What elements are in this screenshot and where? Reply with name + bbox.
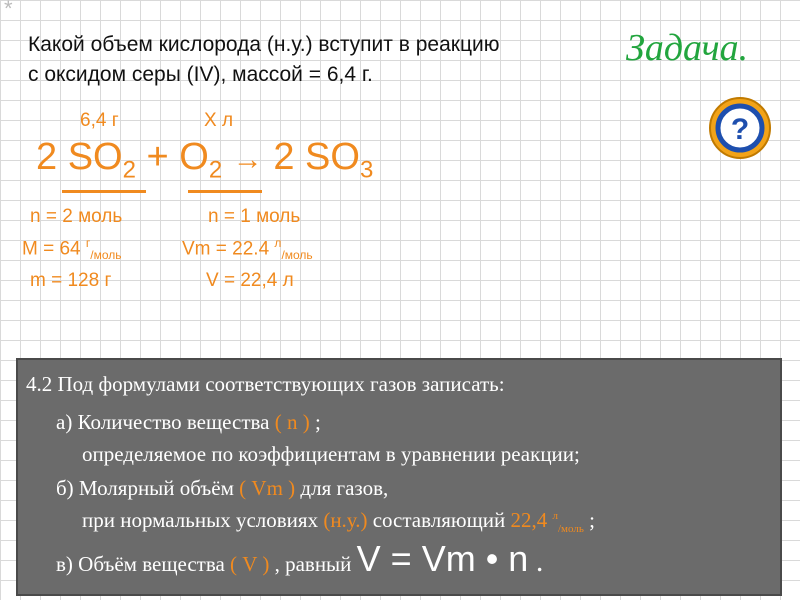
reaction-equation [36, 136, 373, 185]
o2-term: O [179, 136, 209, 178]
item-b-text: б) Молярный объём [56, 476, 240, 500]
item-c-highlight: ( V ) [230, 552, 270, 576]
item-a-highlight: ( n ) [274, 410, 310, 434]
o2-amount: n = 1 моль [208, 206, 301, 227]
o2-subscript: 2 [208, 156, 223, 184]
item-b2-text: при нормальных условиях [82, 508, 324, 532]
item-b2-mid: составляющий [367, 508, 511, 532]
task-item-b-line2 [82, 508, 595, 535]
task-box [16, 358, 782, 596]
svg-text:?: ? [730, 113, 750, 146]
item-b2-value: 22,4 [510, 508, 553, 532]
molar-volume-unit-bottom: /моль [281, 248, 313, 263]
item-b2-highlight: (н.у.) [323, 508, 368, 532]
problem-statement [28, 30, 598, 90]
problem-line-2: с оксидом серы (IV), массой = 6,4 г. [28, 63, 373, 86]
item-a-text: а) Количество вещества [56, 410, 275, 434]
task-header: Задача. [626, 27, 749, 69]
task-title: 4.2 Под формулами соответствующих газов записать: [26, 372, 505, 396]
so2-molar-mass [22, 236, 122, 262]
item-b2-unit-bottom: /моль [558, 523, 584, 536]
so2-term: 2 SO [36, 136, 123, 178]
o2-volume: V = 22,4 л [206, 270, 294, 291]
so3-subscript: 3 [359, 156, 374, 184]
item-c-text: в) Объём вещества [56, 552, 231, 576]
reaction-arrow: → [232, 143, 263, 176]
item-c-mid: , равный [269, 552, 357, 576]
so2-underline [62, 190, 146, 193]
item-b-highlight: ( Vm ) [239, 476, 296, 500]
item-a-suffix: ; [309, 410, 321, 434]
item-b2-unit-top: л [552, 510, 558, 522]
item-b2-suffix: ; [583, 508, 595, 532]
molar-mass-value: M = 64 [22, 238, 86, 260]
so2-amount: n = 2 моль [30, 206, 123, 227]
molar-mass-unit-bottom: /моль [90, 248, 122, 263]
item-b-suffix: для газов, [295, 476, 389, 500]
volume-formula: V = Vm • n [356, 538, 529, 579]
task-item-a-line2: определяемое по коэффициентам в уравнении реакции; [82, 442, 580, 466]
o2-molar-volume [182, 236, 313, 262]
molar-mass-unit-top: г [85, 236, 91, 250]
plus-sign: + [146, 136, 169, 178]
so3-term: 2 SO [273, 136, 360, 178]
unknown-volume-label: Х л [204, 110, 234, 131]
item-c-end: . [528, 545, 544, 578]
molar-volume-unit-top: л [274, 236, 282, 250]
so2-subscript: 2 [122, 156, 136, 184]
so2-mass: m = 128 г [30, 270, 112, 291]
task-item-b [56, 476, 388, 501]
task-item-a [56, 410, 321, 435]
given-mass-label: 6,4 г [80, 110, 119, 131]
question-icon [706, 94, 774, 162]
task-item-c [56, 538, 543, 580]
corner-asterisk: * [4, 0, 13, 21]
problem-line-1: Какой объем кислорода (н.у.) вступит в реакцию [28, 33, 500, 56]
o2-underline [188, 190, 262, 193]
molar-volume-value: Vm = 22.4 [182, 238, 275, 260]
